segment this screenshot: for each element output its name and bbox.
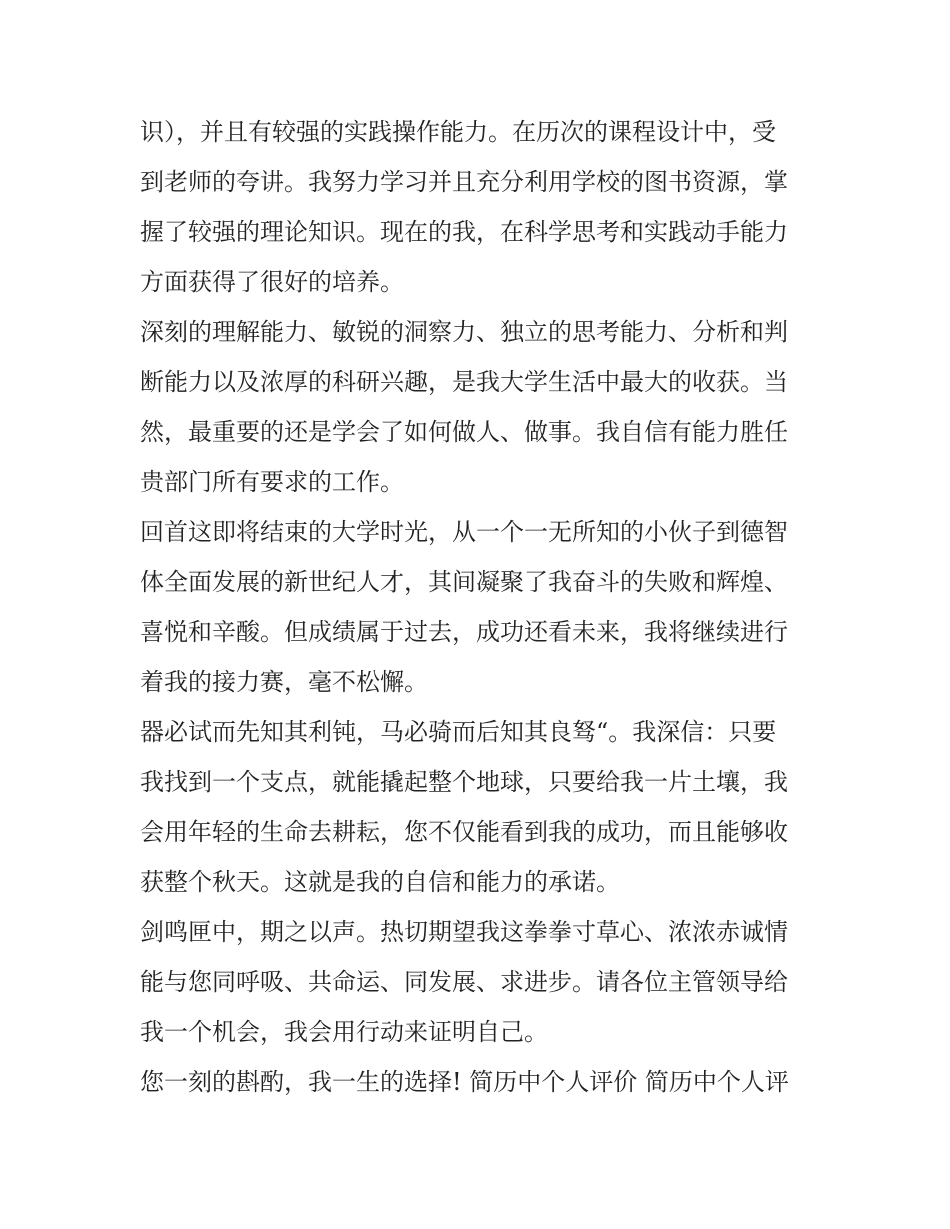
text-line: 断能力以及浓厚的科研兴趣，是我大学生活中最大的收获。当	[140, 368, 788, 396]
text-line: 能与您同呼吸、共命运、同发展、求进步。请各位主管领导给	[140, 968, 788, 996]
body-text	[140, 107, 820, 1107]
text-line: 识），并且有较强的实践操作能力。在历次的课程设计中，受	[140, 118, 776, 146]
text-line: 获整个秋天。这就是我的自信和能力的承诺。	[140, 868, 620, 896]
text-line: 您一刻的斟酌，我一生的选择! 简历中个人评价 简历中个人评	[140, 1068, 789, 1096]
text-line: 体全面发展的新世纪人才，其间凝聚了我奋斗的失败和辉煌、	[140, 568, 788, 596]
text-line: 回首这即将结束的大学时光，从一个一无所知的小伙子到德智	[140, 518, 788, 546]
text-line: 方面获得了很好的培养。	[140, 268, 404, 296]
text-line: 贵部门所有要求的工作。	[140, 468, 404, 496]
text-line: 握了较强的理论知识。现在的我，在科学思考和实践动手能力	[140, 218, 788, 246]
text-line: 我一个机会，我会用行动来证明自己。	[140, 1018, 548, 1046]
text-line: 深刻的理解能力、敏锐的洞察力、独立的思考能力、分析和判	[140, 318, 788, 346]
text-line: 着我的接力赛，毫不松懈。	[140, 668, 428, 696]
text-line: 然，最重要的还是学会了如何做人、做事。我自信有能力胜任	[140, 418, 788, 446]
text-line: 会用年轻的生命去耕耘，您不仅能看到我的成功，而且能够收	[140, 818, 788, 846]
text-line: 我找到一个支点，就能撬起整个地球，只要给我一片土壤，我	[140, 768, 788, 796]
text-line: 到老师的夸讲。我努力学习并且充分利用学校的图书资源，掌	[140, 168, 788, 196]
text-line: 剑鸣匣中，期之以声。热切期望我这拳拳寸草心、浓浓赤诚情	[140, 918, 788, 946]
text-line: 喜悦和辛酸。但成绩属于过去，成功还看未来，我将继续进行	[140, 618, 788, 646]
text-line: 器必试而先知其利钝，马必骑而后知其良驽“。我深信：只要	[140, 718, 777, 746]
